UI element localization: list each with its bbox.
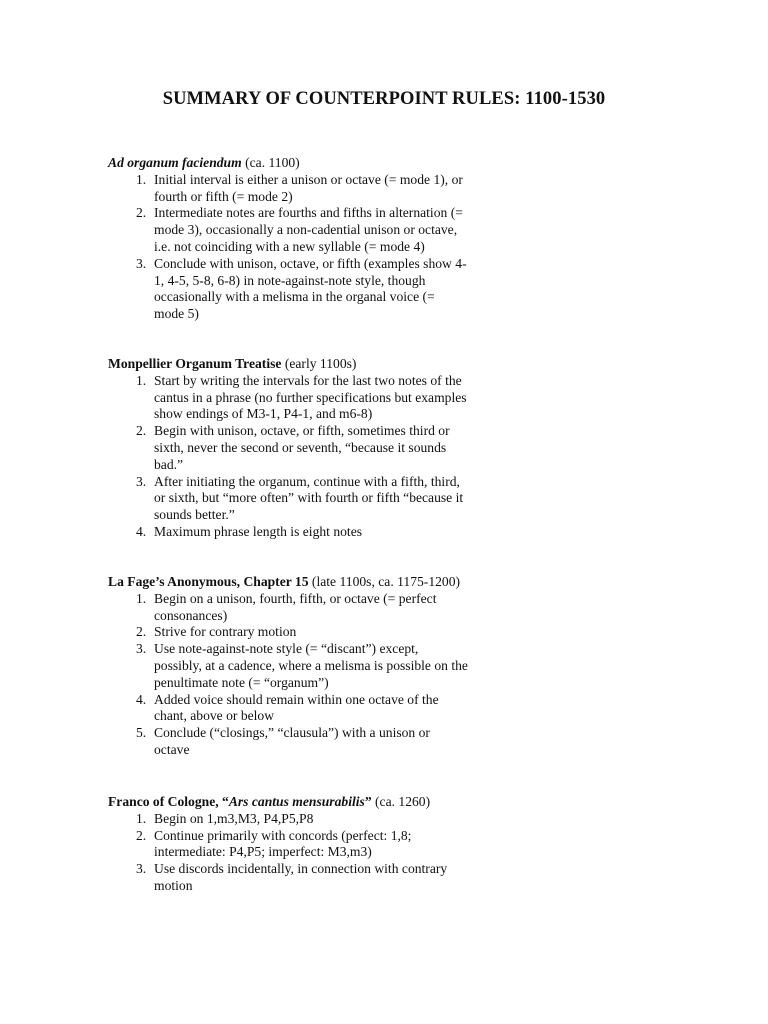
- section-heading: [108, 155, 468, 172]
- item-number: 2.: [136, 205, 147, 221]
- item-text: Added voice should remain within one octave of the chant, above or below: [154, 691, 439, 724]
- item-text: Conclude with unison, octave, or fifth (examples show 4-1, 4-5, 5-8, 6-8) in note-against-note style, though occasionally with a melisma in the organal voice (= mode 5): [154, 255, 467, 322]
- item-number: 4.: [136, 523, 147, 539]
- rule-list: [108, 172, 468, 323]
- heading-rest: (ca. 1260): [371, 794, 431, 809]
- item-number: 2.: [136, 423, 147, 439]
- section-heading: [108, 574, 468, 591]
- section-heading: [108, 794, 468, 811]
- item-number: 3.: [136, 641, 147, 657]
- heading-rest: (early 1100s): [281, 356, 357, 371]
- item-text: Use note-against-note style (= “discant”) except, possibly, at a cadence, where a melisma is possible on the penultimate note (= “organum”): [154, 641, 468, 690]
- item-number: 4.: [136, 691, 147, 707]
- list-item: [108, 256, 468, 323]
- item-text: Begin on a unison, fourth, fifth, or octave (= perfect consonances): [154, 590, 437, 623]
- heading-rest: (late 1100s, ca. 1175-1200): [308, 574, 461, 589]
- item-text: Conclude (“closings,” “clausula”) with a unison or octave: [154, 725, 430, 757]
- list-item: [108, 474, 468, 524]
- heading-main: La Fage’s Anonymous, Chapter 15: [108, 574, 309, 589]
- section-monpellier: [108, 356, 468, 541]
- heading-main: Franco of Cologne, “: [108, 794, 229, 809]
- item-text: Begin with unison, octave, or fifth, sometimes third or sixth, never the second or seventh, “because it sounds bad.”: [154, 423, 450, 472]
- item-number: 2.: [136, 624, 147, 640]
- item-text: Start by writing the intervals for the last two notes of the cantus in a phrase (no further specifications but examples show endings of M3-1, P4-1, and m6-8): [154, 372, 467, 422]
- item-text: Strive for contrary motion: [154, 624, 297, 640]
- item-number: 1.: [136, 590, 147, 606]
- list-item: [108, 172, 468, 206]
- list-item: [108, 725, 468, 759]
- item-number: 5.: [136, 725, 147, 741]
- item-text: Initial interval is either a unison or octave (= mode 1), or fourth or fifth (= mode 2): [154, 171, 463, 204]
- heading-main: Ad organum faciendum: [108, 155, 242, 170]
- list-item: [108, 524, 468, 541]
- page-title: SUMMARY OF COUNTERPOINT RULES: 1100-1530: [162, 89, 606, 109]
- list-item: [108, 811, 468, 828]
- list-item: [108, 861, 468, 895]
- list-item: [108, 591, 468, 625]
- list-item: [108, 624, 468, 641]
- item-number: 3.: [136, 473, 147, 489]
- item-number: 1.: [136, 372, 147, 388]
- item-text: Begin on 1,m3,M3, P4,P5,P8: [154, 810, 314, 826]
- list-item: [108, 641, 468, 691]
- rule-list: [108, 811, 468, 895]
- rule-list: [108, 591, 468, 759]
- item-number: 1.: [136, 810, 147, 826]
- list-item: [108, 205, 468, 255]
- item-number: 1.: [136, 171, 147, 187]
- list-item: [108, 828, 468, 862]
- item-text: Intermediate notes are fourths and fifths in alternation (= mode 3), occasionally a non-cadential unison or octave, i.e. not coinciding with a new syllable (= mode 4): [154, 205, 463, 254]
- item-number: 3.: [136, 255, 147, 271]
- list-item: [108, 692, 468, 726]
- section-heading: [108, 356, 468, 373]
- heading-main: Monpellier Organum Treatise: [108, 356, 282, 371]
- section-la-fage: [108, 574, 468, 759]
- heading-close: ”: [364, 794, 372, 809]
- section-ad-organum: [108, 155, 468, 323]
- item-text: Maximum phrase length is eight notes: [154, 523, 363, 539]
- heading-rest: (ca. 1100): [241, 155, 300, 170]
- item-text: After initiating the organum, continue with a fifth, third, or sixth, but “more often” with fourth or fifth “because it sounds better.”: [154, 473, 464, 523]
- heading-italic: Ars cantus mensurabilis: [228, 794, 365, 809]
- list-item: [108, 373, 468, 423]
- list-item: [108, 423, 468, 473]
- item-text: Continue primarily with concords (perfect: 1,8; intermediate: P4,P5; imperfect: M3,m3): [154, 827, 412, 860]
- section-franco: [108, 794, 468, 895]
- item-number: 3.: [136, 861, 147, 877]
- item-number: 2.: [136, 827, 147, 843]
- rule-list: [108, 373, 468, 541]
- item-text: Use discords incidentally, in connection with contrary motion: [154, 861, 448, 893]
